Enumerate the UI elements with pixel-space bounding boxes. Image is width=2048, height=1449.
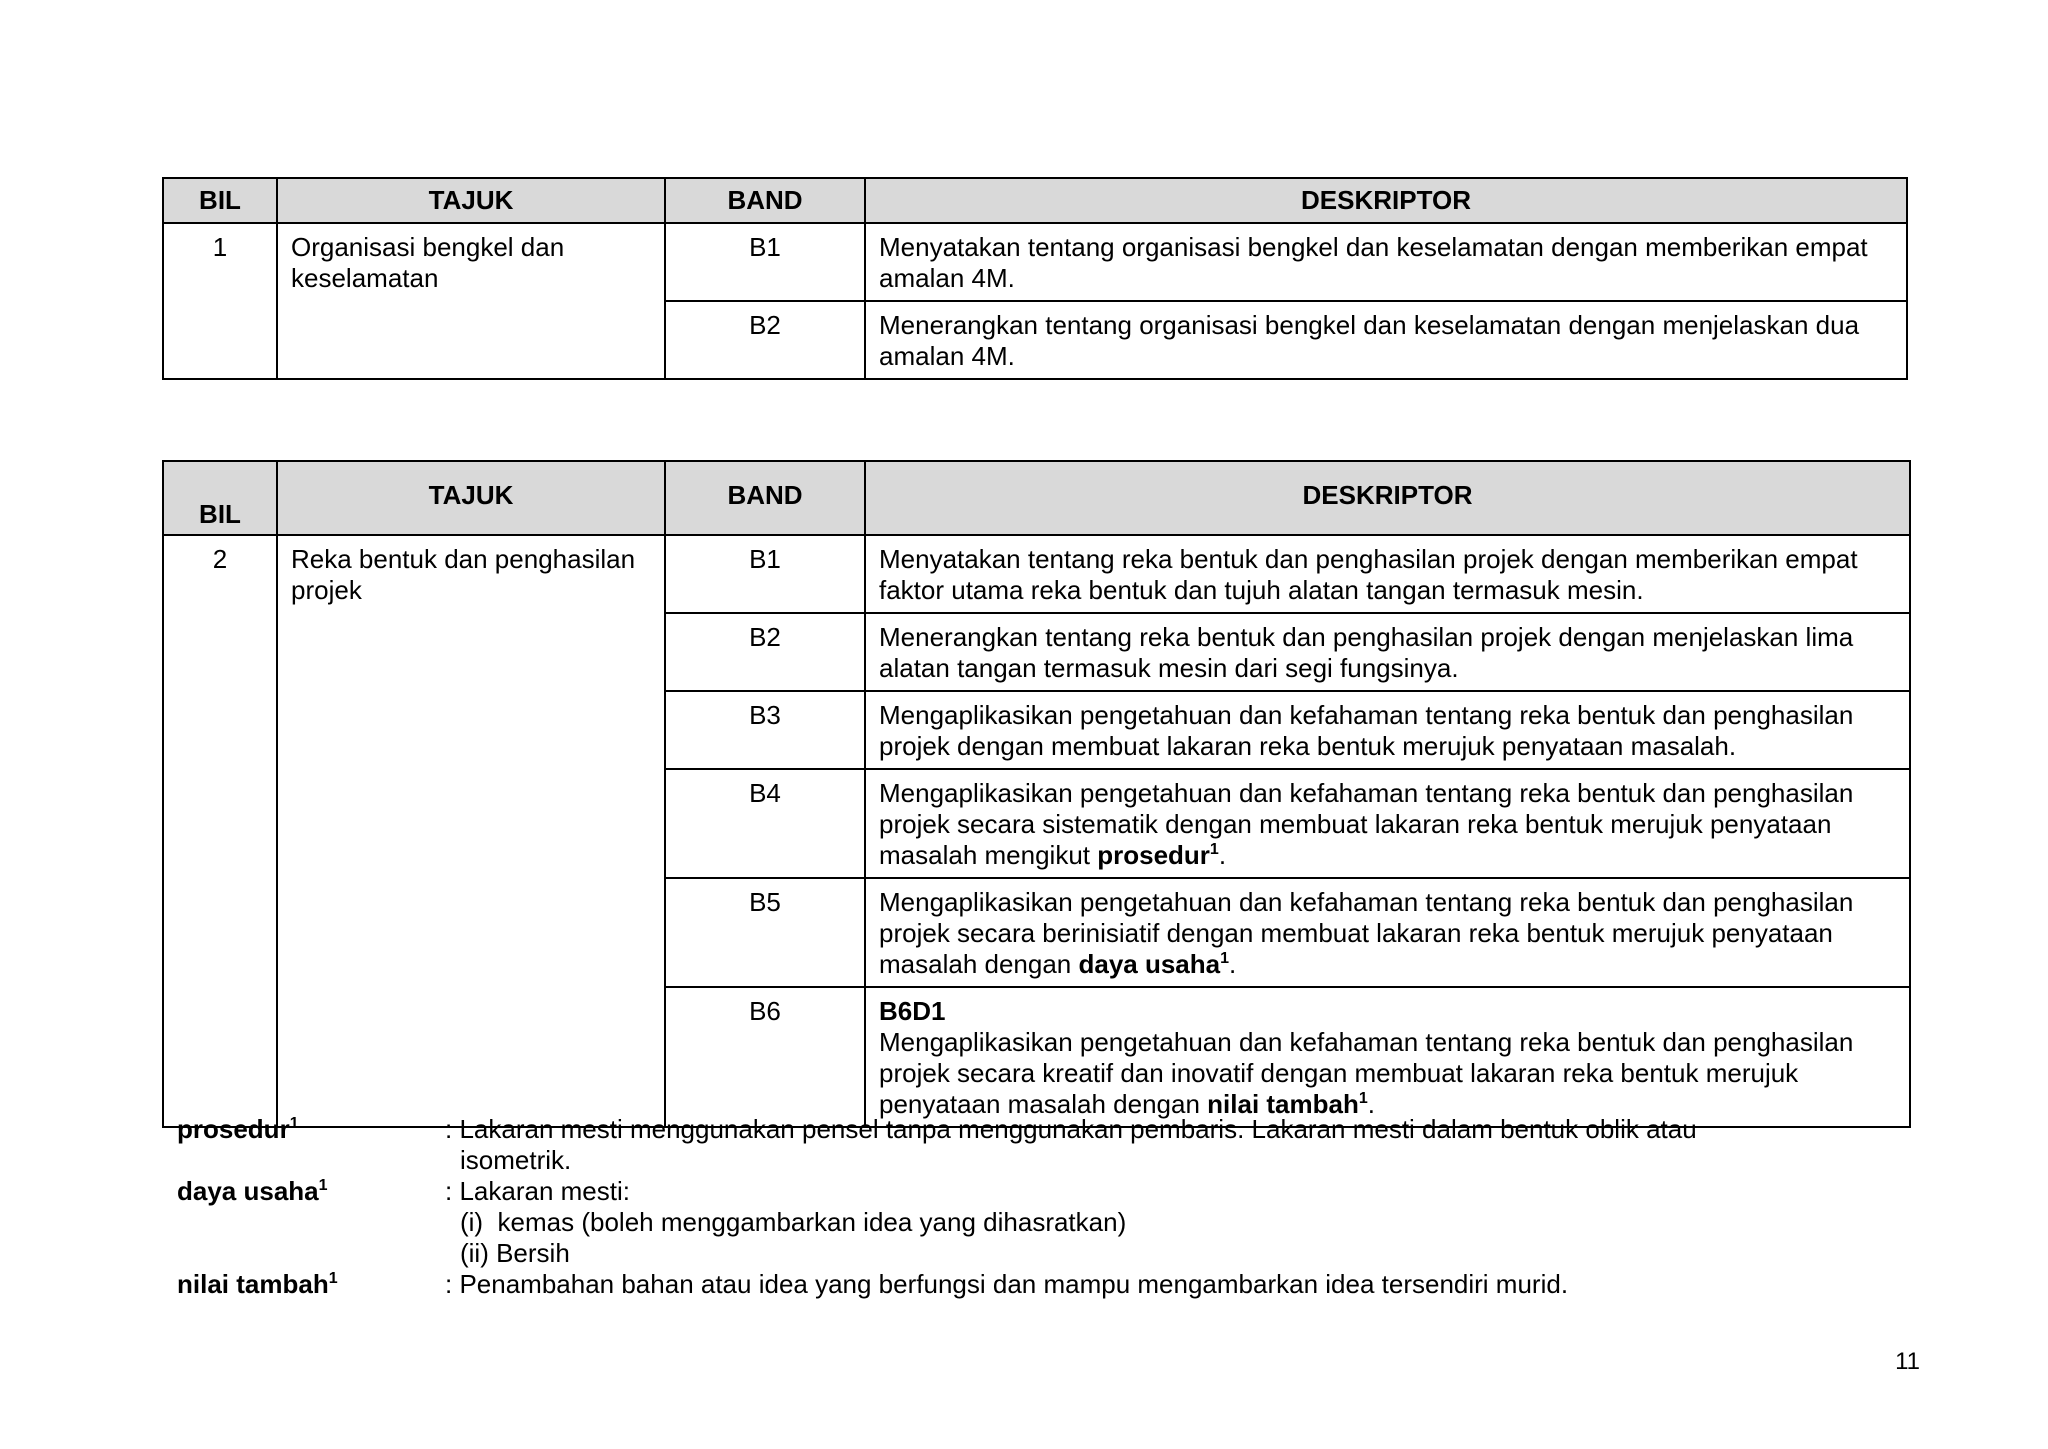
footnote-term-text: daya usaha <box>177 1176 319 1206</box>
footnote-marker: 1 <box>318 1177 328 1194</box>
footnote-nilai-tambah <box>177 1269 1777 1300</box>
band-cell <box>665 535 865 613</box>
footnotes <box>177 1114 1777 1300</box>
band-label: B3 <box>749 700 781 730</box>
rubric-table-2 <box>162 460 1911 1128</box>
footnote-daya-usaha <box>177 1176 1777 1269</box>
footnote-line: (ii) Bersih <box>460 1238 570 1268</box>
band-cell <box>665 691 865 769</box>
footnote-line: : Penambahan bahan atau idea yang berfungsi dan mampu mengambarkan idea tersendiri murid. <box>445 1269 1569 1299</box>
band-cell <box>665 613 865 691</box>
footnote-body <box>445 1269 1777 1300</box>
band-label: B1 <box>749 544 781 574</box>
footnote-marker: 1 <box>1220 950 1230 967</box>
footnote-term <box>177 1269 445 1300</box>
header-bil-text: BIL <box>199 499 241 529</box>
band-label: B2 <box>749 310 781 340</box>
footnote-body <box>445 1176 1777 1269</box>
bil-cell <box>163 535 277 1127</box>
descriptor-text: Mengaplikasikan pengetahuan dan kefahaman tentang reka bentuk dan penghasilan projek secara sistematik dengan membuat lakaran reka bentuk merujuk penyataan masalah mengikut <box>879 778 1854 870</box>
footnote-marker: 1 <box>328 1270 338 1287</box>
band-label: B6 <box>749 996 781 1026</box>
band-cell <box>665 987 865 1127</box>
header-deskriptor <box>865 461 1910 535</box>
footnote-body <box>445 1114 1777 1176</box>
header-tajuk: TAJUK <box>277 178 665 223</box>
bil-number: 1 <box>212 232 228 262</box>
tajuk-text: Organisasi bengkel dan keselamatan <box>291 232 565 293</box>
descriptor-end: . <box>1229 949 1237 979</box>
header-bil: BIL <box>163 178 277 223</box>
band-label: B4 <box>749 778 781 808</box>
footnote-term-text: prosedur <box>177 1114 290 1144</box>
table-row <box>163 223 1907 301</box>
table-header-row <box>163 461 1910 535</box>
descriptor-cell <box>865 878 1910 987</box>
rubric-table-1 <box>162 177 1908 380</box>
footnote-line: : Lakaran mesti: <box>445 1176 630 1206</box>
table-row <box>163 535 1910 613</box>
band-cell <box>665 769 865 878</box>
header-deskriptor: DESKRIPTOR <box>865 178 1907 223</box>
descriptor-end: . <box>1367 1089 1375 1119</box>
descriptor-text: Mengaplikasikan pengetahuan dan kefahaman tentang reka bentuk dan penghasilan projek secara berinisiatif dengan membuat lakaran reka bentuk merujuk penyataan masalah dengan <box>879 887 1854 979</box>
header-band <box>665 461 865 535</box>
footnote-line: isometrik. <box>460 1145 572 1175</box>
descriptor-end: . <box>1218 840 1227 870</box>
footnote-line: (i) kemas (boleh menggambarkan idea yang dihasratkan) <box>460 1207 1127 1237</box>
footnote-term <box>177 1176 445 1269</box>
descriptor-cell: Menerangkan tentang organisasi bengkel dan keselamatan dengan menjelaskan dua amalan 4M. <box>865 301 1907 379</box>
band-cell <box>665 223 865 301</box>
header-bil <box>163 461 277 535</box>
descriptor-cell: Menyatakan tentang organisasi bengkel dan keselamatan dengan memberikan empat amalan 4M. <box>865 223 1907 301</box>
footnote-term <box>177 1114 445 1176</box>
footnote-term-text: nilai tambah <box>177 1269 329 1299</box>
descriptor-term: daya usaha <box>1078 949 1221 979</box>
footnote-line: : Lakaran mesti menggunakan pensel tanpa menggunakan pembaris. Lakaran mesti dalam bentuk oblik atau <box>445 1114 1697 1144</box>
tajuk-text: Reka bentuk dan penghasilan projek <box>291 544 636 605</box>
header-band-text: BAND <box>727 479 803 510</box>
descriptor-text: Mengaplikasikan pengetahuan dan kefahaman tentang reka bentuk dan penghasilan projek secara kreatif dan inovatif dengan membuat lakaran reka bentuk merujuk penyataan masalah dengan <box>879 1027 1854 1119</box>
descriptor-cell: Mengaplikasikan pengetahuan dan kefahaman tentang reka bentuk dan penghasilan projek dengan membuat lakaran reka bentuk merujuk penyataan masalah. <box>865 691 1910 769</box>
tajuk-cell <box>277 535 665 1127</box>
header-tajuk <box>277 461 665 535</box>
bil-cell <box>163 223 277 379</box>
descriptor-cell <box>865 769 1910 878</box>
header-tajuk-text: TAJUK <box>428 479 514 510</box>
band-cell <box>665 878 865 987</box>
band-label: B5 <box>749 887 781 917</box>
band-cell <box>665 301 865 379</box>
tajuk-cell <box>277 223 665 379</box>
page-number: 11 <box>1895 1348 1920 1375</box>
descriptor-cell <box>865 987 1910 1127</box>
footnote-marker: 1 <box>1358 1090 1368 1107</box>
table-header-row <box>163 178 1907 223</box>
header-deskriptor-text: DESKRIPTOR <box>1302 479 1473 510</box>
descriptor-code: B6D1 <box>879 996 946 1026</box>
header-band: BAND <box>665 178 865 223</box>
descriptor-cell: Menerangkan tentang reka bentuk dan penghasilan projek dengan menjelaskan lima alatan tangan termasuk mesin dari segi fungsinya. <box>865 613 1910 691</box>
descriptor-term: prosedur <box>1097 840 1210 870</box>
bil-number: 2 <box>212 544 228 574</box>
footnote-prosedur <box>177 1114 1777 1176</box>
descriptor-cell: Menyatakan tentang reka bentuk dan penghasilan projek dengan memberikan empat faktor utama reka bentuk dan tujuh alatan tangan termasuk mesin. <box>865 535 1910 613</box>
descriptor-term: nilai tambah <box>1207 1089 1359 1119</box>
footnote-marker: 1 <box>1209 841 1219 858</box>
band-label: B2 <box>749 622 781 652</box>
footnote-marker: 1 <box>289 1115 299 1132</box>
band-label: B1 <box>749 232 781 262</box>
